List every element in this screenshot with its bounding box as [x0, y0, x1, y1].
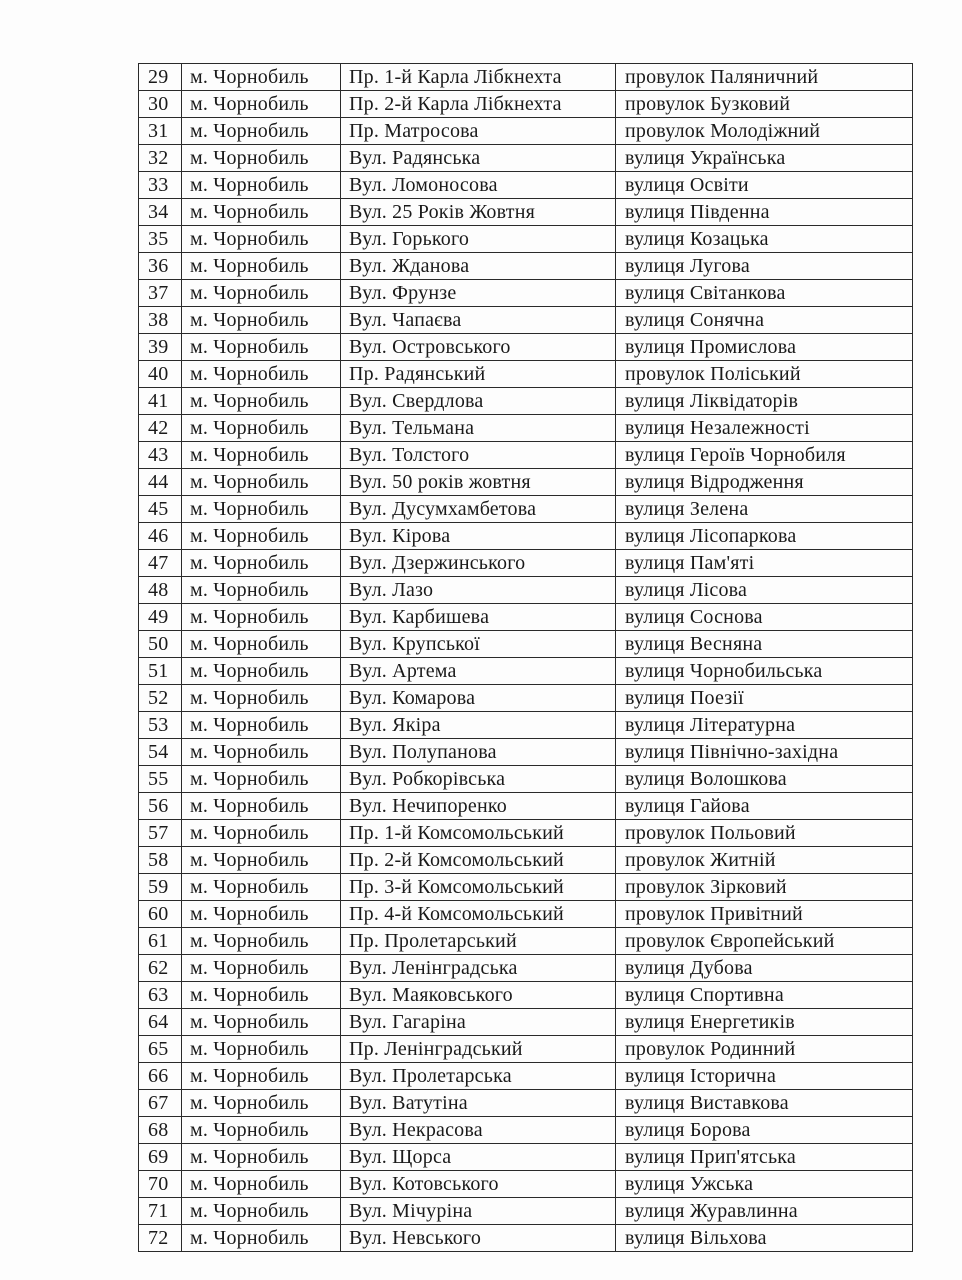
table-row: [139, 550, 913, 577]
table-row: [139, 280, 913, 307]
old-street-name-cell: Вул. Ломоносова: [341, 172, 616, 199]
old-street-name-cell: Вул. Полупанова: [341, 739, 616, 766]
row-number-cell: 36: [139, 253, 182, 280]
city-cell: м. Чорнобиль: [182, 64, 341, 91]
city-cell: м. Чорнобиль: [182, 334, 341, 361]
row-number-cell: 63: [139, 982, 182, 1009]
new-street-name-cell: провулок Польовий: [616, 820, 913, 847]
table-row: [139, 604, 913, 631]
city-cell: м. Чорнобиль: [182, 820, 341, 847]
city-cell: м. Чорнобиль: [182, 766, 341, 793]
row-number-cell: 55: [139, 766, 182, 793]
row-number-cell: 29: [139, 64, 182, 91]
city-cell: м. Чорнобиль: [182, 361, 341, 388]
row-number-cell: 58: [139, 847, 182, 874]
table-row: [139, 442, 913, 469]
new-street-name-cell: вулиця Борова: [616, 1117, 913, 1144]
old-street-name-cell: Пр. Радянський: [341, 361, 616, 388]
old-street-name-cell: Вул. Невського: [341, 1225, 616, 1252]
old-street-name-cell: Вул. Комарова: [341, 685, 616, 712]
old-street-name-cell: Вул. Жданова: [341, 253, 616, 280]
new-street-name-cell: вулиця Світанкова: [616, 280, 913, 307]
table-row: [139, 415, 913, 442]
new-street-name-cell: вулиця Літературна: [616, 712, 913, 739]
table-row: [139, 982, 913, 1009]
table-row: [139, 1198, 913, 1225]
row-number-cell: 69: [139, 1144, 182, 1171]
old-street-name-cell: Пр. 1-й Комсомольський: [341, 820, 616, 847]
city-cell: м. Чорнобиль: [182, 172, 341, 199]
city-cell: м. Чорнобиль: [182, 199, 341, 226]
row-number-cell: 42: [139, 415, 182, 442]
new-street-name-cell: провулок Родинний: [616, 1036, 913, 1063]
old-street-name-cell: Вул. Лазо: [341, 577, 616, 604]
new-street-name-cell: вулиця Лугова: [616, 253, 913, 280]
row-number-cell: 35: [139, 226, 182, 253]
new-street-name-cell: провулок Європейський: [616, 928, 913, 955]
old-street-name-cell: Вул. Фрунзе: [341, 280, 616, 307]
old-street-name-cell: Вул. Радянська: [341, 145, 616, 172]
new-street-name-cell: провулок Поліський: [616, 361, 913, 388]
old-street-name-cell: Пр. Пролетарський: [341, 928, 616, 955]
row-number-cell: 44: [139, 469, 182, 496]
table-row: [139, 361, 913, 388]
old-street-name-cell: Пр. Матросова: [341, 118, 616, 145]
row-number-cell: 71: [139, 1198, 182, 1225]
city-cell: м. Чорнобиль: [182, 1063, 341, 1090]
row-number-cell: 50: [139, 631, 182, 658]
table-row: [139, 388, 913, 415]
table-row: [139, 847, 913, 874]
city-cell: м. Чорнобиль: [182, 1009, 341, 1036]
table-row: [139, 172, 913, 199]
city-cell: м. Чорнобиль: [182, 442, 341, 469]
table-row: [139, 1036, 913, 1063]
table-row: [139, 658, 913, 685]
old-street-name-cell: Вул. Гагаріна: [341, 1009, 616, 1036]
table-row: [139, 766, 913, 793]
table-row: [139, 577, 913, 604]
city-cell: м. Чорнобиль: [182, 577, 341, 604]
new-street-name-cell: вулиця Зелена: [616, 496, 913, 523]
old-street-name-cell: Вул. Ватутіна: [341, 1090, 616, 1117]
new-street-name-cell: провулок Молодіжний: [616, 118, 913, 145]
table-row: [139, 469, 913, 496]
city-cell: м. Чорнобиль: [182, 631, 341, 658]
city-cell: м. Чорнобиль: [182, 658, 341, 685]
city-cell: м. Чорнобиль: [182, 91, 341, 118]
row-number-cell: 39: [139, 334, 182, 361]
row-number-cell: 53: [139, 712, 182, 739]
old-street-name-cell: Вул. Горького: [341, 226, 616, 253]
row-number-cell: 31: [139, 118, 182, 145]
table-row: [139, 631, 913, 658]
old-street-name-cell: Вул. Артема: [341, 658, 616, 685]
row-number-cell: 68: [139, 1117, 182, 1144]
row-number-cell: 64: [139, 1009, 182, 1036]
row-number-cell: 41: [139, 388, 182, 415]
city-cell: м. Чорнобиль: [182, 1090, 341, 1117]
old-street-name-cell: Пр. 2-й Комсомольський: [341, 847, 616, 874]
old-street-name-cell: Вул. Свердлова: [341, 388, 616, 415]
table-row: [139, 199, 913, 226]
old-street-name-cell: Вул. Котовського: [341, 1171, 616, 1198]
new-street-name-cell: вулиця Прип'ятська: [616, 1144, 913, 1171]
city-cell: м. Чорнобиль: [182, 1036, 341, 1063]
new-street-name-cell: вулиця Козацька: [616, 226, 913, 253]
city-cell: м. Чорнобиль: [182, 955, 341, 982]
city-cell: м. Чорнобиль: [182, 982, 341, 1009]
city-cell: м. Чорнобиль: [182, 901, 341, 928]
new-street-name-cell: вулиця Героїв Чорнобиля: [616, 442, 913, 469]
new-street-name-cell: провулок Привітний: [616, 901, 913, 928]
city-cell: м. Чорнобиль: [182, 739, 341, 766]
table-row: [139, 1063, 913, 1090]
old-street-name-cell: Вул. Щорса: [341, 1144, 616, 1171]
row-number-cell: 66: [139, 1063, 182, 1090]
city-cell: м. Чорнобиль: [182, 253, 341, 280]
new-street-name-cell: провулок Житній: [616, 847, 913, 874]
table-row: [139, 1009, 913, 1036]
table-row: [139, 145, 913, 172]
old-street-name-cell: Вул. Тельмана: [341, 415, 616, 442]
old-street-name-cell: Вул. Якіра: [341, 712, 616, 739]
new-street-name-cell: вулиця Незалежності: [616, 415, 913, 442]
table-row: [139, 712, 913, 739]
city-cell: м. Чорнобиль: [182, 793, 341, 820]
row-number-cell: 52: [139, 685, 182, 712]
table-row: [139, 1090, 913, 1117]
table-row: [139, 334, 913, 361]
table-row: [139, 118, 913, 145]
table-row: [139, 928, 913, 955]
row-number-cell: 70: [139, 1171, 182, 1198]
old-street-name-cell: Пр. 3-й Комсомольський: [341, 874, 616, 901]
table-row: [139, 1144, 913, 1171]
row-number-cell: 33: [139, 172, 182, 199]
new-street-name-cell: вулиця Пам'яті: [616, 550, 913, 577]
new-street-name-cell: вулиця Лісова: [616, 577, 913, 604]
table-row: [139, 523, 913, 550]
city-cell: м. Чорнобиль: [182, 280, 341, 307]
city-cell: м. Чорнобиль: [182, 1171, 341, 1198]
row-number-cell: 57: [139, 820, 182, 847]
old-street-name-cell: Вул. Маяковського: [341, 982, 616, 1009]
table-row: [139, 1225, 913, 1252]
new-street-name-cell: вулиця Дубова: [616, 955, 913, 982]
city-cell: м. Чорнобиль: [182, 1225, 341, 1252]
row-number-cell: 67: [139, 1090, 182, 1117]
new-street-name-cell: вулиця Промислова: [616, 334, 913, 361]
old-street-name-cell: Вул. 25 Років Жовтня: [341, 199, 616, 226]
old-street-name-cell: Вул. Кірова: [341, 523, 616, 550]
new-street-name-cell: вулиця Гайова: [616, 793, 913, 820]
row-number-cell: 43: [139, 442, 182, 469]
city-cell: м. Чорнобиль: [182, 550, 341, 577]
city-cell: м. Чорнобиль: [182, 388, 341, 415]
city-cell: м. Чорнобиль: [182, 496, 341, 523]
new-street-name-cell: вулиця Виставкова: [616, 1090, 913, 1117]
table-row: [139, 901, 913, 928]
row-number-cell: 38: [139, 307, 182, 334]
table-row: [139, 1117, 913, 1144]
row-number-cell: 61: [139, 928, 182, 955]
row-number-cell: 56: [139, 793, 182, 820]
new-street-name-cell: вулиця Ліквідаторів: [616, 388, 913, 415]
row-number-cell: 54: [139, 739, 182, 766]
new-street-name-cell: провулок Зірковий: [616, 874, 913, 901]
row-number-cell: 34: [139, 199, 182, 226]
city-cell: м. Чорнобиль: [182, 307, 341, 334]
city-cell: м. Чорнобиль: [182, 469, 341, 496]
old-street-name-cell: Вул. Мічуріна: [341, 1198, 616, 1225]
new-street-name-cell: вулиця Південна: [616, 199, 913, 226]
row-number-cell: 72: [139, 1225, 182, 1252]
table-row: [139, 91, 913, 118]
old-street-name-cell: Вул. Дзержинського: [341, 550, 616, 577]
row-number-cell: 40: [139, 361, 182, 388]
city-cell: м. Чорнобиль: [182, 226, 341, 253]
row-number-cell: 48: [139, 577, 182, 604]
row-number-cell: 46: [139, 523, 182, 550]
city-cell: м. Чорнобиль: [182, 847, 341, 874]
row-number-cell: 60: [139, 901, 182, 928]
new-street-name-cell: провулок Паляничний: [616, 64, 913, 91]
new-street-name-cell: вулиця Лісопаркова: [616, 523, 913, 550]
table-body: [139, 64, 913, 1252]
city-cell: м. Чорнобиль: [182, 1144, 341, 1171]
row-number-cell: 30: [139, 91, 182, 118]
old-street-name-cell: Пр. 2-й Карла Лібкнехта: [341, 91, 616, 118]
new-street-name-cell: вулиця Журавлинна: [616, 1198, 913, 1225]
old-street-name-cell: Пр. Ленінградський: [341, 1036, 616, 1063]
table-row: [139, 955, 913, 982]
old-street-name-cell: Вул. Чапаєва: [341, 307, 616, 334]
table-row: [139, 496, 913, 523]
new-street-name-cell: вулиця Весняна: [616, 631, 913, 658]
table-row: [139, 685, 913, 712]
old-street-name-cell: Вул. Ленінградська: [341, 955, 616, 982]
new-street-name-cell: вулиця Українська: [616, 145, 913, 172]
table-row: [139, 1171, 913, 1198]
row-number-cell: 65: [139, 1036, 182, 1063]
new-street-name-cell: вулиця Енергетиків: [616, 1009, 913, 1036]
new-street-name-cell: вулиця Волошкова: [616, 766, 913, 793]
city-cell: м. Чорнобиль: [182, 1117, 341, 1144]
old-street-name-cell: Вул. Нечипоренко: [341, 793, 616, 820]
table-row: [139, 820, 913, 847]
old-street-name-cell: Вул. Толстого: [341, 442, 616, 469]
row-number-cell: 49: [139, 604, 182, 631]
new-street-name-cell: вулиця Північно-західна: [616, 739, 913, 766]
old-street-name-cell: Вул. Дусумхамбетова: [341, 496, 616, 523]
row-number-cell: 59: [139, 874, 182, 901]
city-cell: м. Чорнобиль: [182, 145, 341, 172]
old-street-name-cell: Пр. 4-й Комсомольський: [341, 901, 616, 928]
new-street-name-cell: вулиця Відродження: [616, 469, 913, 496]
city-cell: м. Чорнобиль: [182, 118, 341, 145]
row-number-cell: 51: [139, 658, 182, 685]
new-street-name-cell: вулиця Історична: [616, 1063, 913, 1090]
city-cell: м. Чорнобиль: [182, 1198, 341, 1225]
table-row: [139, 874, 913, 901]
old-street-name-cell: Вул. Робкорівська: [341, 766, 616, 793]
city-cell: м. Чорнобиль: [182, 928, 341, 955]
old-street-name-cell: Вул. Некрасова: [341, 1117, 616, 1144]
city-cell: м. Чорнобиль: [182, 523, 341, 550]
table-row: [139, 253, 913, 280]
old-street-name-cell: Вул. Пролетарська: [341, 1063, 616, 1090]
table-row: [139, 226, 913, 253]
city-cell: м. Чорнобиль: [182, 604, 341, 631]
new-street-name-cell: вулиця Ужська: [616, 1171, 913, 1198]
old-street-name-cell: Вул. Карбишева: [341, 604, 616, 631]
table-row: [139, 64, 913, 91]
table-row: [139, 793, 913, 820]
row-number-cell: 47: [139, 550, 182, 577]
row-number-cell: 37: [139, 280, 182, 307]
table-row: [139, 307, 913, 334]
old-street-name-cell: Вул. 50 років жовтня: [341, 469, 616, 496]
new-street-name-cell: вулиця Поезії: [616, 685, 913, 712]
new-street-name-cell: вулиця Освіти: [616, 172, 913, 199]
new-street-name-cell: вулиця Вільхова: [616, 1225, 913, 1252]
old-street-name-cell: Пр. 1-й Карла Лібкнехта: [341, 64, 616, 91]
new-street-name-cell: вулиця Соснова: [616, 604, 913, 631]
city-cell: м. Чорнобиль: [182, 874, 341, 901]
old-street-name-cell: Вул. Островського: [341, 334, 616, 361]
new-street-name-cell: вулиця Чорнобильська: [616, 658, 913, 685]
city-cell: м. Чорнобиль: [182, 415, 341, 442]
new-street-name-cell: вулиця Спортивна: [616, 982, 913, 1009]
new-street-name-cell: вулиця Сонячна: [616, 307, 913, 334]
row-number-cell: 32: [139, 145, 182, 172]
new-street-name-cell: провулок Бузковий: [616, 91, 913, 118]
street-rename-table: [138, 63, 913, 1252]
row-number-cell: 45: [139, 496, 182, 523]
table-row: [139, 739, 913, 766]
city-cell: м. Чорнобиль: [182, 712, 341, 739]
city-cell: м. Чорнобиль: [182, 685, 341, 712]
old-street-name-cell: Вул. Крупської: [341, 631, 616, 658]
row-number-cell: 62: [139, 955, 182, 982]
